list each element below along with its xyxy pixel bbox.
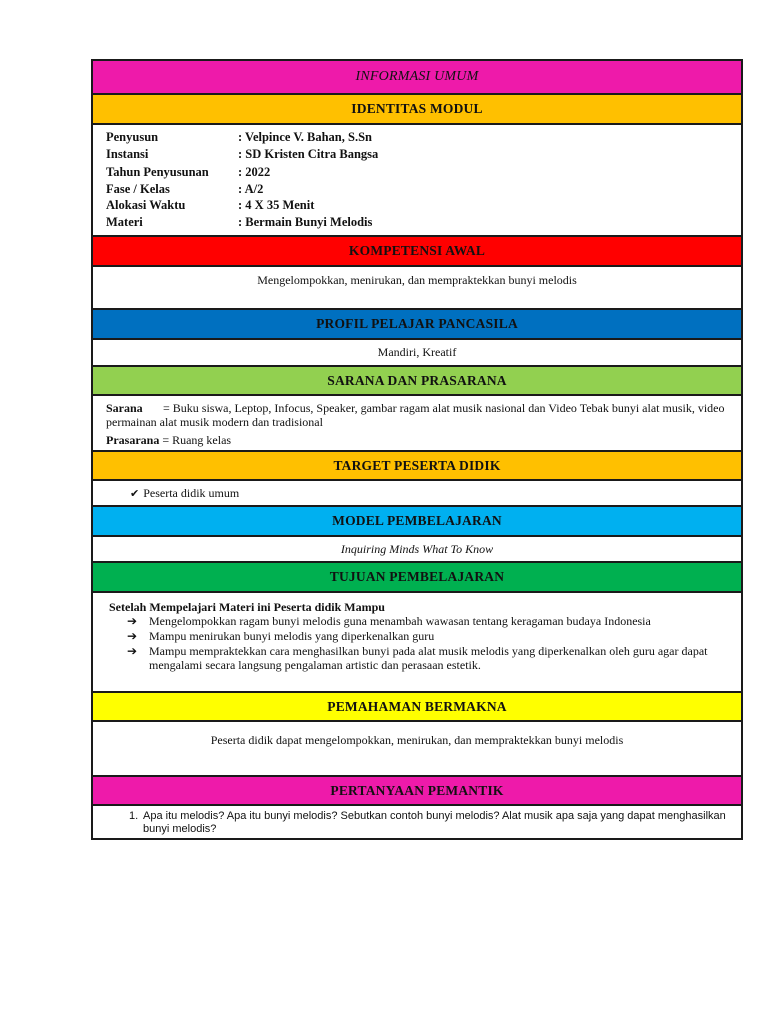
tujuan-item-text: Mengelompokkan ragam bunyi melodis guna menambah wawasan tentang keragaman budaya Indonesia (149, 614, 651, 628)
sarana-label: Sarana (106, 401, 143, 415)
tujuan-pembelajaran-body (93, 593, 741, 693)
identitas-row-alokasi (106, 197, 741, 214)
list-item (127, 630, 729, 644)
pertanyaan-pemantik-body (93, 806, 741, 838)
pemahaman-bermakna-text: Peserta didik dapat mengelompokkan, menirukan, dan mempraktekkan bunyi melodis (210, 733, 624, 747)
identitas-value: : Velpince V. Bahan, S.Sn (238, 130, 372, 144)
tujuan-pembelajaran-title: TUJUAN PEMBELAJARAN (329, 569, 505, 584)
identitas-row-instansi (106, 146, 741, 163)
tujuan-list (109, 615, 729, 672)
identitas-value: : Bermain Bunyi Melodis (238, 214, 373, 229)
identitas-row-fase (106, 181, 741, 198)
arrow-right-icon: ➔ (127, 629, 138, 643)
kompetensi-awal-body (93, 267, 741, 310)
identitas-label: Materi (106, 214, 143, 229)
list-item (127, 645, 729, 672)
profil-pelajar-body (93, 340, 741, 367)
identitas-value: : 2022 (238, 165, 271, 179)
target-peserta-title: TARGET PESERTA DIDIK (333, 457, 501, 473)
pertanyaan-pemantik-title: PERTANYAAN PEMANTIK (330, 782, 504, 798)
tujuan-item-text: Mampu mempraktekkan cara menghasilkan bunyi pada alat musik melodis yang diperkenalkan oleh guru agar dapat mengalami secara langsung pengalaman artistic dan perasaan estetik. (149, 644, 708, 672)
identitas-modul-body (93, 125, 741, 237)
identitas-label: Alokasi Waktu (106, 198, 186, 212)
pemahaman-bermakna-body (93, 722, 741, 777)
target-peserta-text: Peserta didik umum (143, 486, 240, 500)
prasarana-line (106, 433, 729, 447)
identitas-row-penyusun (106, 129, 741, 146)
identitas-label: Fase / Kelas (106, 181, 170, 196)
identitas-label: Instansi (106, 146, 149, 161)
list-item (127, 615, 729, 629)
pemahaman-bermakna-title: PEMAHAMAN BERMAKNA (327, 698, 507, 714)
sarana-prasarana-title: SARANA DAN PRASARANA (327, 372, 507, 388)
check-icon: ✔ (130, 487, 140, 500)
modul-ajar-sheet (91, 59, 743, 840)
arrow-right-icon: ➔ (127, 644, 138, 658)
pertanyaan-pemantik-header (93, 777, 741, 806)
pemantik-text: Apa itu melodis? Apa itu bunyi melodis? Sebutkan contoh bunyi melodis? Alat musik apa saja yang dapat menghasilkan bunyi melodis? (143, 810, 726, 835)
kompetensi-awal-text: Mengelompokkan, menirukan, dan mempraktekkan bunyi melodis (257, 273, 577, 287)
pemantik-item (129, 810, 729, 835)
model-pembelajaran-text: Inquiring Minds What To Know (340, 542, 494, 556)
pemahaman-bermakna-header (93, 693, 741, 722)
sarana-prasarana-body (93, 396, 741, 452)
informasi-umum-header (93, 61, 741, 95)
identitas-value: : SD Kristen Citra Bangsa (238, 146, 379, 161)
kompetensi-awal-header (93, 237, 741, 267)
arrow-right-icon: ➔ (127, 614, 138, 628)
target-peserta-header (93, 452, 741, 481)
model-pembelajaran-body (93, 537, 741, 563)
identitas-modul-title: IDENTITAS MODUL (351, 101, 483, 116)
informasi-umum-title: INFORMASI UMUM (355, 69, 479, 84)
model-pembelajaran-header (93, 507, 741, 537)
profil-pelajar-title: PROFIL PELAJAR PANCASILA (316, 316, 518, 331)
identitas-row-materi (106, 214, 741, 231)
profil-pelajar-header (93, 310, 741, 340)
identitas-value: : A/2 (238, 181, 264, 196)
identitas-value: : 4 X 35 Menit (238, 198, 315, 212)
target-peserta-body (93, 481, 741, 507)
prasarana-label: Prasarana (106, 433, 160, 447)
profil-pelajar-text: Mandiri, Kreatif (377, 345, 457, 359)
model-pembelajaran-title: MODEL PEMBELAJARAN (332, 513, 502, 528)
identitas-label: Penyusun (106, 130, 159, 144)
pemantik-number: 1. (129, 810, 139, 822)
prasarana-text: = Ruang kelas (162, 433, 232, 447)
identitas-row-tahun (106, 164, 741, 181)
kompetensi-awal-title: KOMPETENSI AWAL (348, 243, 486, 258)
identitas-modul-header (93, 95, 741, 125)
tujuan-pembelajaran-header (93, 563, 741, 593)
identitas-label: Tahun Penyusunan (106, 165, 209, 179)
sarana-line (106, 401, 729, 429)
sarana-prasarana-header (93, 367, 741, 396)
sarana-text: = Buku siswa, Leptop, Infocus, Speaker, gambar ragam alat musik nasional dan Video Tebak bunyi alat musik, video permainan alat musik modern dan tradisional (106, 401, 725, 429)
tujuan-item-text: Mampu menirukan bunyi melodis yang diperkenalkan guru (149, 629, 435, 643)
tujuan-intro: Setelah Mempelajari Materi ini Peserta didik Mampu (109, 600, 385, 614)
